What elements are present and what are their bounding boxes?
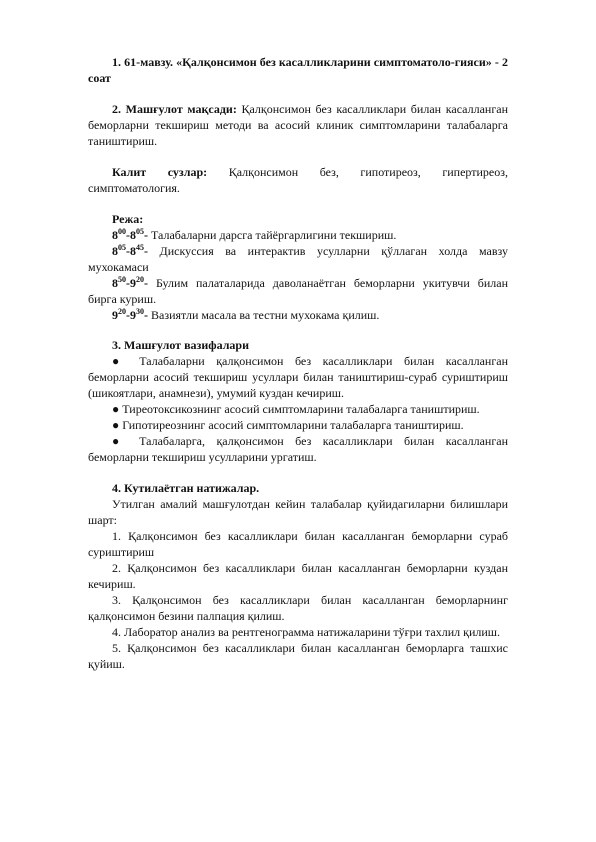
plan-label: Режа:: [112, 212, 144, 226]
goal-label: 2. Машғулот мақсади:: [112, 102, 237, 116]
plan-item: [88, 227, 508, 243]
task-text: Тиреотоксикознинг асосий симптомларини талабаларга таништириш.: [122, 402, 480, 416]
result-item: 3. Қалқонсимон без касалликлари билан касалланган беморларнинг қалқонсимон безини палпация қилиш.: [88, 593, 508, 623]
task-text: Талабаларга, қалқонсимон без касалликлари билан касалланган беморларни текшириш усулларини ургатиш.: [88, 434, 508, 464]
result-item: 2. Қалқонсимон без касалликлари билан касалланган беморларни куздан кечириш.: [88, 561, 508, 591]
tasks-label: 3. Машғулот вазифалари: [112, 338, 250, 352]
results-label: 4. Кутилаётган натижалар.: [112, 481, 260, 495]
result-item: 1. Қалқонсимон без касалликлари билан касалланган беморларни сураб суриштириш: [88, 529, 508, 559]
plan-time: $8^{50}-9^{20}-$: [112, 275, 148, 290]
keywords-label: Калит сузлар:: [112, 165, 208, 179]
plan-time: $8^{05}-8^{45}-$: [112, 243, 148, 258]
bullet-icon: ●: [112, 434, 140, 448]
task-bullet-item: [88, 353, 508, 401]
task-bullet-item: [88, 417, 508, 433]
task-text: Талабаларни қалқонсимон без касалликлари билан касалланган беморларни асосий текшириш усуллари билан таништириш-сураб суриштириш (шикоятлари, анамнези), умумий куздан кечириш.: [88, 354, 509, 400]
plan-item-text: Вазиятли масала ва тестни мухокама қилиш.: [148, 308, 380, 322]
goal-paragraph: [88, 101, 508, 149]
result-item: 5. Қалқонсимон без касалликлари билан касалланган беморларга ташхис қуйиш.: [88, 641, 508, 671]
goal-text: Қалқонсимон без касалликлари билан касалланган беморларни текшириш методи ва асосий клиник симптомларини талабаларга таништириш.: [88, 102, 508, 148]
bullet-icon: ●: [112, 418, 123, 432]
document-page: [88, 54, 508, 672]
plan-item-text: Булим палаталарида даволанаётган беморларни укитувчи билан бирга куриш.: [88, 276, 508, 306]
plan-list: [88, 227, 508, 323]
task-bullet-item: [88, 401, 508, 417]
keywords-text: Қалқонсимон без, гипотиреоз, гипертиреоз, симптоматология.: [88, 165, 509, 195]
plan-item-text: Талабаларни дарсга тайёргарлигини текшириш.: [148, 228, 397, 242]
plan-item-text: Дискуссия ва интерактив усулларни қўллаган холда мавзу мухокамаси: [88, 244, 508, 274]
plan-time: $8^{00}-8^{05}-$: [112, 227, 148, 242]
tasks-list: [88, 353, 508, 465]
plan-time: $9^{20}-9^{30}-$: [112, 307, 148, 322]
plan-item: [88, 275, 508, 307]
results-intro: Утилган амалий машғулотдан кейин талабалар қуйидагиларни билишлари шарт:: [88, 497, 508, 527]
bullet-icon: ●: [112, 402, 123, 416]
results-list: [88, 528, 508, 672]
result-item: 4. Лаборатор анализ ва рентгенограмма натижаларини тўғри тахлил қилиш.: [112, 625, 501, 639]
keywords-paragraph: [88, 164, 508, 196]
task-bullet-item: [88, 433, 508, 465]
bullet-icon: ●: [112, 354, 140, 368]
plan-item: [88, 307, 508, 323]
plan-item: [88, 243, 508, 275]
task-text: Гипотиреознинг асосий симптомларини талабаларга таништириш.: [122, 418, 464, 432]
topic-heading: 1. 61-мавзу. «Қалқонсимон без касалликларини симптоматоло-гияси» - 2 соат: [88, 55, 508, 85]
